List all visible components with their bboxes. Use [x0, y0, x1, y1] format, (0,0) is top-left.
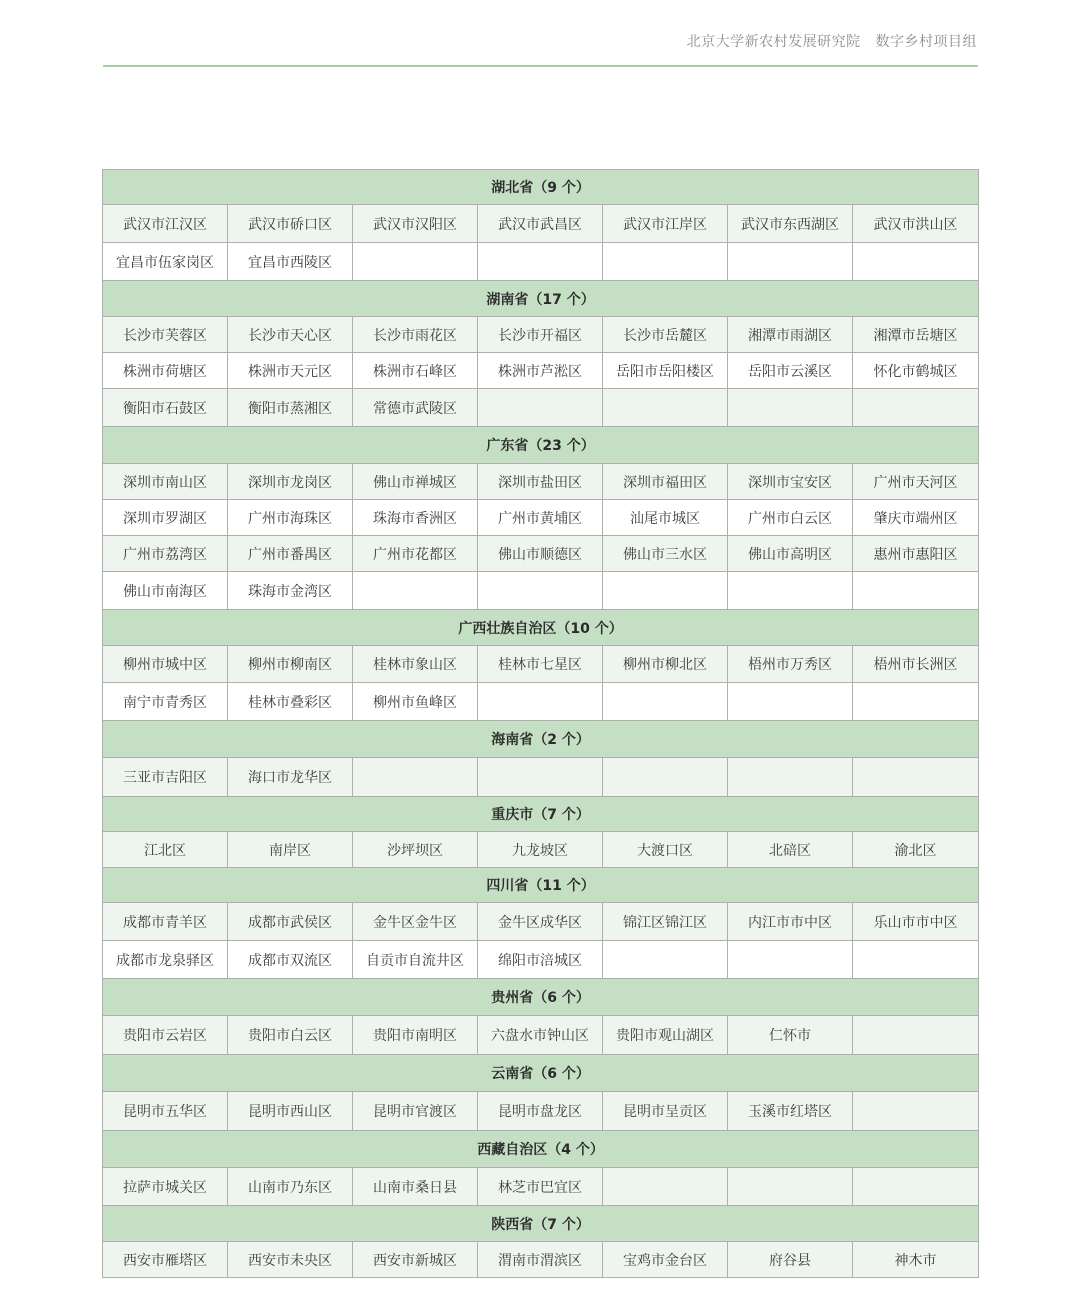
- district-cell: 宜昌市伍家岗区: [103, 243, 228, 281]
- district-cell: 柳州市城中区: [103, 646, 228, 683]
- header-divider: [103, 65, 978, 67]
- district-cell: 成都市双流区: [228, 941, 353, 979]
- district-cell: 广州市白云区: [728, 500, 853, 536]
- district-cell: [853, 683, 979, 721]
- district-cell: 渭南市渭滨区: [478, 1242, 603, 1278]
- district-cell: 广州市天河区: [853, 464, 979, 500]
- district-cell: [478, 389, 603, 427]
- district-cell: 惠州市惠阳区: [853, 536, 979, 572]
- region-table-body: [103, 170, 979, 1278]
- district-cell: 西安市未央区: [228, 1242, 353, 1278]
- province-header-row: [103, 797, 979, 832]
- district-cell: [353, 243, 478, 281]
- district-cell: 西安市新城区: [353, 1242, 478, 1278]
- district-cell: 三亚市吉阳区: [103, 758, 228, 797]
- table-row: [103, 243, 979, 281]
- district-cell: 沙坪坝区: [353, 832, 478, 868]
- district-cell: 桂林市叠彩区: [228, 683, 353, 721]
- table-row: [103, 1092, 979, 1131]
- district-cell: 佛山市南海区: [103, 572, 228, 610]
- district-cell: [353, 758, 478, 797]
- district-cell: 拉萨市城关区: [103, 1168, 228, 1206]
- table-row: [103, 903, 979, 941]
- district-cell: [603, 1168, 728, 1206]
- district-cell: [478, 243, 603, 281]
- table-row: [103, 353, 979, 389]
- district-cell: 广州市荔湾区: [103, 536, 228, 572]
- province-title: 贵州省（6 个）: [103, 979, 979, 1016]
- district-cell: 神木市: [853, 1242, 979, 1278]
- district-cell: [728, 758, 853, 797]
- district-cell: 仁怀市: [728, 1016, 853, 1055]
- district-cell: 府谷县: [728, 1242, 853, 1278]
- district-cell: [853, 1092, 979, 1131]
- district-cell: 南宁市青秀区: [103, 683, 228, 721]
- table-row: [103, 536, 979, 572]
- district-cell: 武汉市江岸区: [603, 205, 728, 243]
- province-header-row: [103, 427, 979, 464]
- district-cell: 海口市龙华区: [228, 758, 353, 797]
- district-cell: 武汉市东西湖区: [728, 205, 853, 243]
- district-cell: 金牛区成华区: [478, 903, 603, 941]
- district-cell: 武汉市武昌区: [478, 205, 603, 243]
- district-cell: [853, 1168, 979, 1206]
- district-cell: 贵阳市南明区: [353, 1016, 478, 1055]
- province-title: 广东省（23 个）: [103, 427, 979, 464]
- district-cell: [853, 941, 979, 979]
- province-header-row: [103, 281, 979, 317]
- province-title: 陕西省（7 个）: [103, 1206, 979, 1242]
- district-cell: 武汉市汉阳区: [353, 205, 478, 243]
- district-cell: [478, 758, 603, 797]
- district-cell: 渝北区: [853, 832, 979, 868]
- province-title: 海南省（2 个）: [103, 721, 979, 758]
- district-cell: 贵阳市白云区: [228, 1016, 353, 1055]
- district-cell: 佛山市禅城区: [353, 464, 478, 500]
- district-cell: 自贡市自流井区: [353, 941, 478, 979]
- district-cell: 长沙市芙蓉区: [103, 317, 228, 353]
- district-cell: [728, 389, 853, 427]
- district-cell: 深圳市盐田区: [478, 464, 603, 500]
- province-header-row: [103, 1206, 979, 1242]
- province-title: 重庆市（7 个）: [103, 797, 979, 832]
- district-cell: 六盘水市钟山区: [478, 1016, 603, 1055]
- district-cell: 林芝市巴宜区: [478, 1168, 603, 1206]
- district-cell: 广州市花都区: [353, 536, 478, 572]
- district-cell: 成都市武侯区: [228, 903, 353, 941]
- district-cell: [728, 243, 853, 281]
- project-name: 数字乡村项目组: [875, 34, 977, 50]
- district-cell: 佛山市三水区: [603, 536, 728, 572]
- district-cell: 昆明市呈贡区: [603, 1092, 728, 1131]
- district-cell: 湘潭市岳塘区: [853, 317, 979, 353]
- district-cell: [478, 683, 603, 721]
- district-cell: 南岸区: [228, 832, 353, 868]
- district-cell: 桂林市七星区: [478, 646, 603, 683]
- table-row: [103, 683, 979, 721]
- district-cell: 长沙市岳麓区: [603, 317, 728, 353]
- district-cell: 宜昌市西陵区: [228, 243, 353, 281]
- district-cell: 武汉市江汉区: [103, 205, 228, 243]
- district-cell: 贵阳市云岩区: [103, 1016, 228, 1055]
- province-header-row: [103, 979, 979, 1016]
- district-cell: 深圳市龙岗区: [228, 464, 353, 500]
- district-cell: 昆明市盘龙区: [478, 1092, 603, 1131]
- district-cell: 衡阳市石鼓区: [103, 389, 228, 427]
- district-cell: 深圳市南山区: [103, 464, 228, 500]
- district-cell: 大渡口区: [603, 832, 728, 868]
- district-cell: 乐山市市中区: [853, 903, 979, 941]
- province-header-row: [103, 1131, 979, 1168]
- district-cell: 汕尾市城区: [603, 500, 728, 536]
- district-cell: [478, 572, 603, 610]
- district-cell: [603, 758, 728, 797]
- province-title: 四川省（11 个）: [103, 868, 979, 903]
- district-cell: 珠海市香洲区: [353, 500, 478, 536]
- province-title: 湖南省（17 个）: [103, 281, 979, 317]
- district-cell: 深圳市福田区: [603, 464, 728, 500]
- district-cell: 绵阳市涪城区: [478, 941, 603, 979]
- district-cell: 昆明市五华区: [103, 1092, 228, 1131]
- province-header-row: [103, 170, 979, 205]
- district-cell: 柳州市鱼峰区: [353, 683, 478, 721]
- table-row: [103, 1242, 979, 1278]
- district-cell: 广州市黄埔区: [478, 500, 603, 536]
- table-row: [103, 1016, 979, 1055]
- district-cell: 广州市番禺区: [228, 536, 353, 572]
- district-cell: 深圳市宝安区: [728, 464, 853, 500]
- district-cell: 桂林市象山区: [353, 646, 478, 683]
- district-cell: 广州市海珠区: [228, 500, 353, 536]
- district-cell: [728, 941, 853, 979]
- district-cell: 西安市雁塔区: [103, 1242, 228, 1278]
- table-row: [103, 464, 979, 500]
- province-header-row: [103, 1055, 979, 1092]
- district-cell: 玉溪市红塔区: [728, 1092, 853, 1131]
- province-header-row: [103, 868, 979, 903]
- district-cell: [853, 389, 979, 427]
- district-cell: 株洲市荷塘区: [103, 353, 228, 389]
- district-cell: 珠海市金湾区: [228, 572, 353, 610]
- district-cell: 昆明市西山区: [228, 1092, 353, 1131]
- district-cell: 成都市龙泉驿区: [103, 941, 228, 979]
- district-cell: 株洲市石峰区: [353, 353, 478, 389]
- district-cell: 贵阳市观山湖区: [603, 1016, 728, 1055]
- district-cell: 怀化市鹤城区: [853, 353, 979, 389]
- district-cell: 梧州市万秀区: [728, 646, 853, 683]
- district-cell: 金牛区金牛区: [353, 903, 478, 941]
- district-cell: 衡阳市蒸湘区: [228, 389, 353, 427]
- district-cell: 株洲市芦淞区: [478, 353, 603, 389]
- province-title: 西藏自治区（4 个）: [103, 1131, 979, 1168]
- district-cell: [853, 243, 979, 281]
- table-row: [103, 1168, 979, 1206]
- table-row: [103, 832, 979, 868]
- table-row: [103, 646, 979, 683]
- district-cell: 山南市桑日县: [353, 1168, 478, 1206]
- district-cell: [603, 389, 728, 427]
- district-cell: [728, 572, 853, 610]
- district-cell: 江北区: [103, 832, 228, 868]
- district-cell: 昆明市官渡区: [353, 1092, 478, 1131]
- district-cell: 成都市青羊区: [103, 903, 228, 941]
- district-cell: 长沙市开福区: [478, 317, 603, 353]
- province-title: 云南省（6 个）: [103, 1055, 979, 1092]
- district-cell: [603, 572, 728, 610]
- district-cell: 锦江区锦江区: [603, 903, 728, 941]
- province-header-row: [103, 721, 979, 758]
- district-cell: 深圳市罗湖区: [103, 500, 228, 536]
- table-row: [103, 500, 979, 536]
- district-cell: 武汉市硚口区: [228, 205, 353, 243]
- district-cell: [853, 758, 979, 797]
- district-cell: 梧州市长洲区: [853, 646, 979, 683]
- district-cell: [353, 572, 478, 610]
- district-cell: 宝鸡市金台区: [603, 1242, 728, 1278]
- district-cell: 长沙市雨花区: [353, 317, 478, 353]
- district-cell: [728, 683, 853, 721]
- district-cell: 佛山市顺德区: [478, 536, 603, 572]
- district-cell: 佛山市高明区: [728, 536, 853, 572]
- district-cell: 长沙市天心区: [228, 317, 353, 353]
- district-cell: [728, 1168, 853, 1206]
- province-title: 广西壮族自治区（10 个）: [103, 610, 979, 646]
- district-cell: 柳州市柳南区: [228, 646, 353, 683]
- district-cell: 常德市武陵区: [353, 389, 478, 427]
- district-cell: 岳阳市云溪区: [728, 353, 853, 389]
- table-row: [103, 941, 979, 979]
- district-cell: 柳州市柳北区: [603, 646, 728, 683]
- province-title: 湖北省（9 个）: [103, 170, 979, 205]
- district-cell: [853, 1016, 979, 1055]
- district-cell: 株洲市天元区: [228, 353, 353, 389]
- district-cell: 内江市市中区: [728, 903, 853, 941]
- institution-name: 北京大学新农村发展研究院: [686, 34, 861, 50]
- district-cell: 九龙坡区: [478, 832, 603, 868]
- district-cell: [603, 683, 728, 721]
- district-cell: [603, 243, 728, 281]
- district-cell: 岳阳市岳阳楼区: [603, 353, 728, 389]
- table-row: [103, 317, 979, 353]
- table-row: [103, 758, 979, 797]
- district-cell: 肇庆市端州区: [853, 500, 979, 536]
- region-table: [102, 169, 979, 1278]
- page-header: [687, 31, 977, 51]
- table-row: [103, 389, 979, 427]
- province-header-row: [103, 610, 979, 646]
- district-cell: 北碚区: [728, 832, 853, 868]
- district-cell: 湘潭市雨湖区: [728, 317, 853, 353]
- district-cell: [853, 572, 979, 610]
- table-row: [103, 205, 979, 243]
- table-row: [103, 572, 979, 610]
- district-cell: 武汉市洪山区: [853, 205, 979, 243]
- district-cell: [603, 941, 728, 979]
- district-cell: 山南市乃东区: [228, 1168, 353, 1206]
